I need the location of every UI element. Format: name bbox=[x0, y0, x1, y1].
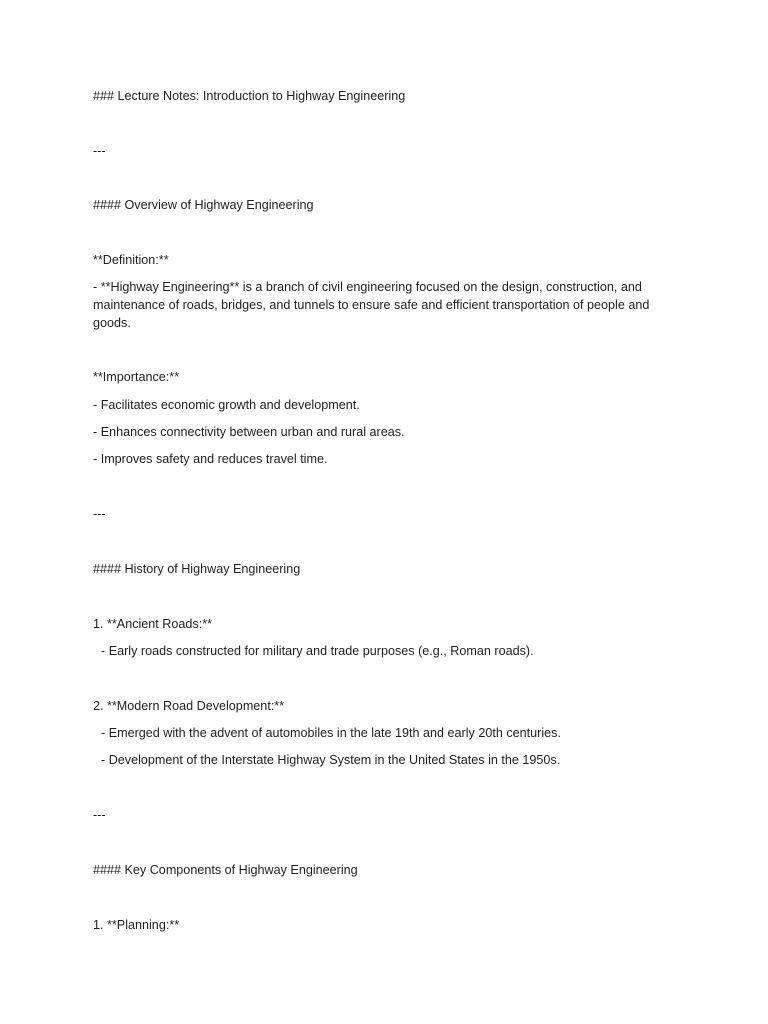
page-title: ### Lecture Notes: Introduction to Highway Engineering bbox=[93, 89, 406, 103]
definition-text: - **Highway Engineering** is a branch of civil engineering focused on the design, construction, and maintenance of roads, bridges, and tunnels to ensure safe and efficient transportation of people and goods. bbox=[93, 280, 650, 330]
planning-label: 1. **Planning:** bbox=[93, 918, 180, 932]
modern-roads-item: - Development of the Interstate Highway System in the United States in the 1950s. bbox=[101, 753, 561, 767]
components-heading: #### Key Components of Highway Engineering bbox=[93, 863, 358, 877]
history-heading: #### History of Highway Engineering bbox=[93, 562, 301, 576]
separator: --- bbox=[93, 144, 106, 158]
modern-roads-item: - Emerged with the advent of automobiles in the late 19th and early 20th centuries. bbox=[101, 726, 561, 740]
importance-item: - Improves safety and reduces travel time. bbox=[93, 452, 328, 466]
importance-label: **Importance:** bbox=[93, 370, 180, 384]
importance-item: - Enhances connectivity between urban and rural areas. bbox=[93, 425, 405, 439]
separator: --- bbox=[93, 808, 106, 822]
importance-item: - Facilitates economic growth and development. bbox=[93, 398, 360, 412]
separator: --- bbox=[93, 507, 106, 521]
modern-roads-label: 2. **Modern Road Development:** bbox=[93, 699, 285, 713]
overview-heading: #### Overview of Highway Engineering bbox=[93, 198, 314, 212]
ancient-roads-item: - Early roads constructed for military and trade purposes (e.g., Roman roads). bbox=[101, 644, 534, 658]
definition-label: **Definition:** bbox=[93, 253, 169, 267]
ancient-roads-label: 1. **Ancient Roads:** bbox=[93, 617, 213, 631]
